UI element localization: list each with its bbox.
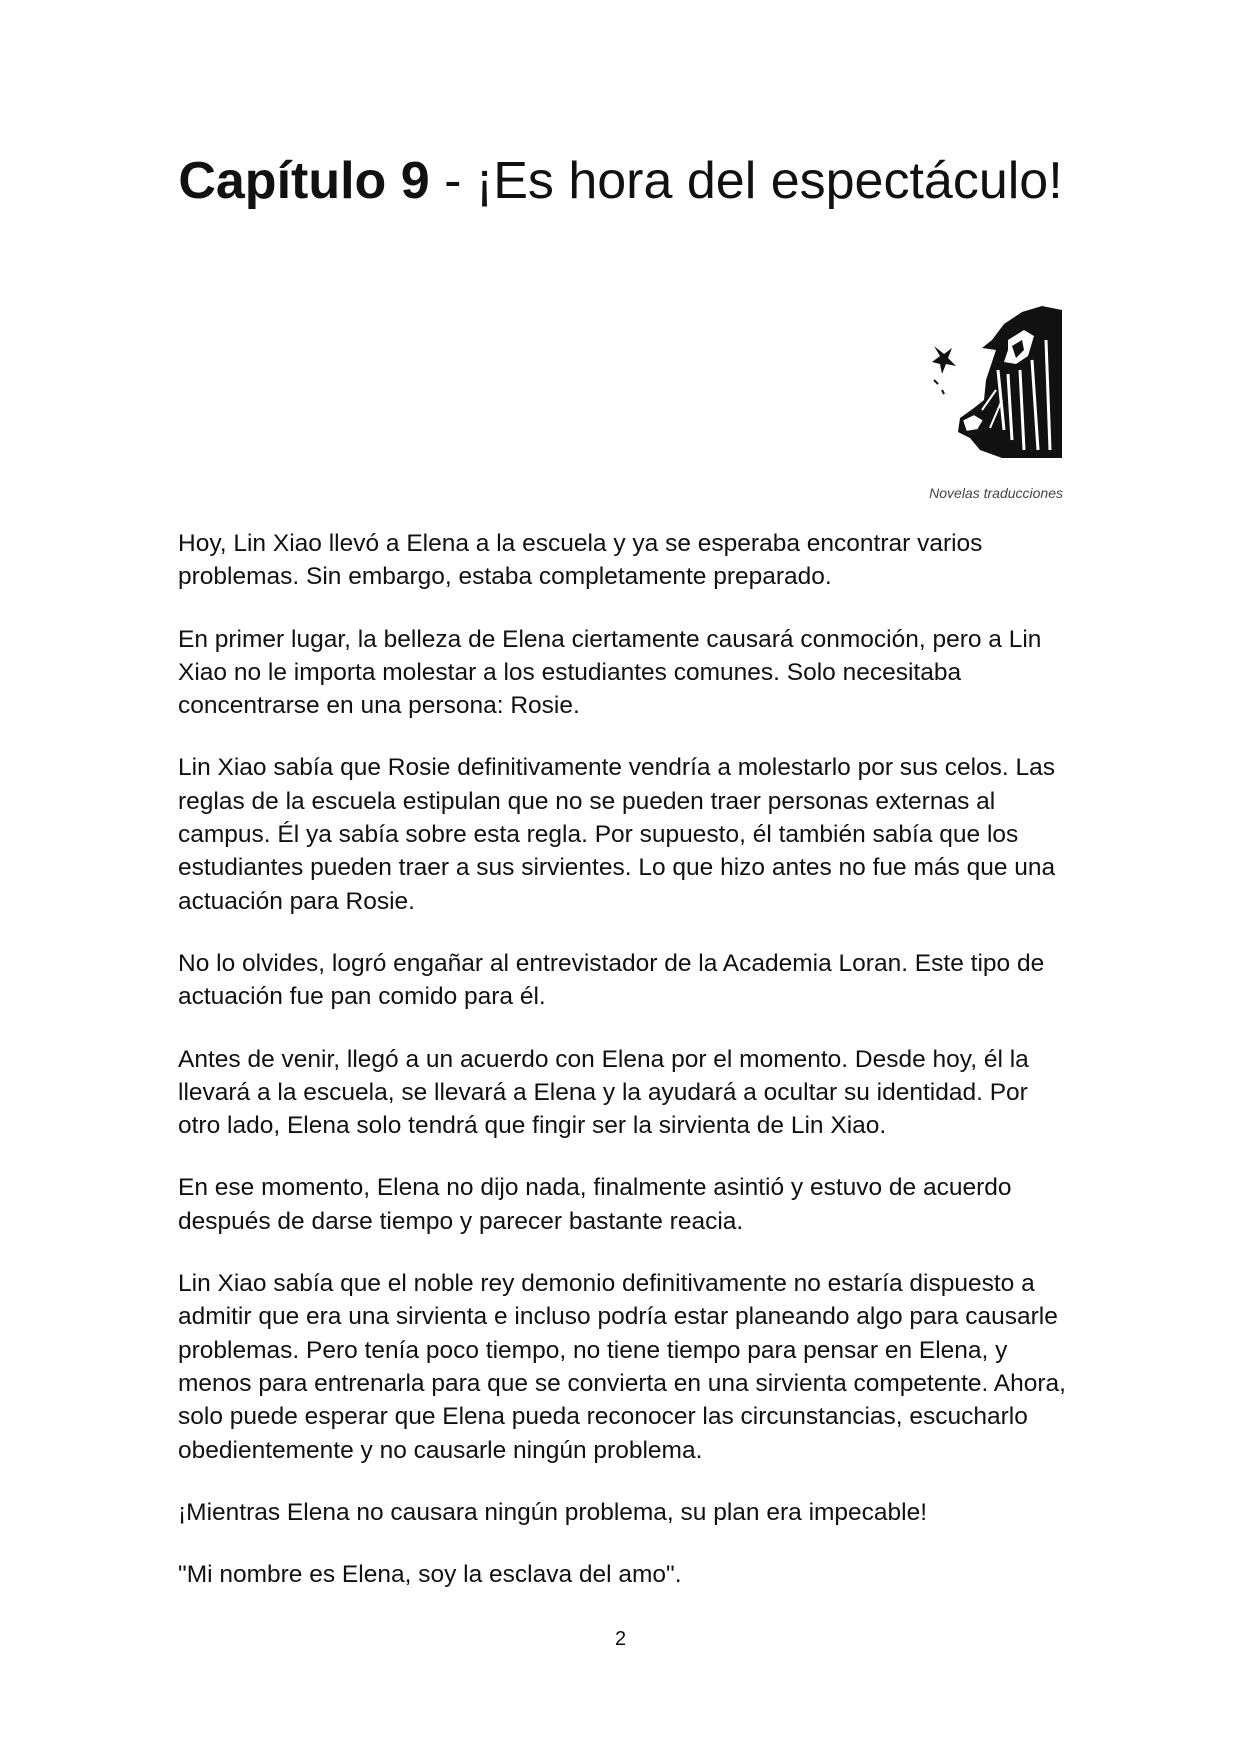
paragraph: Lin Xiao sabía que Rosie definitivamente vendría a molestarlo por sus celos. Las reglas de la escuela estipulan que no se pueden traer personas externas al campus. Él ya sabía sobre esta regla. Por supuesto, él también sabía que los estudiantes pueden traer a sus sirvientes. Lo que hizo antes no fue más que una actuación para Rosie. (178, 754, 1056, 915)
chapter-subtitle: - ¡Es hora del espectáculo! (429, 152, 1063, 210)
hooded-figure-with-bird-icon (912, 300, 1062, 460)
paragraph: ¡Mientras Elena no causara ningún problema, su plan era impecable! (178, 1498, 928, 1526)
paragraph: "Mi nombre es Elena, soy la esclava del amo". (178, 1561, 682, 1589)
paragraph: Hoy, Lin Xiao llevó a Elena a la escuela y ya se esperaba encontrar varios problemas. Sin embargo, estaba completamente preparado. (178, 530, 983, 591)
page-number: 2 (614, 1628, 627, 1650)
chapter-body (178, 527, 1068, 1620)
image-caption: Novelas traducciones (929, 485, 1063, 501)
chapter-number: Capítulo 9 (178, 152, 430, 210)
chapter-title (0, 148, 1241, 214)
paragraph: No lo olvides, logró engañar al entrevistador de la Academia Loran. Este tipo de actuación fue pan comido para él. (178, 949, 1045, 1011)
paragraph: En primer lugar, la belleza de Elena ciertamente causará conmoción, pero a Lin Xiao no le importa molestar a los estudiantes comunes. Solo necesitaba concentrarse en una persona: Rosie. (178, 625, 1042, 720)
paragraph: En ese momento, Elena no dijo nada, finalmente asintió y estuvo de acuerdo después de darse tiempo y parecer bastante reacia. (178, 1174, 1012, 1235)
paragraph: Antes de venir, llegó a un acuerdo con Elena por el momento. Desde hoy, él la llevará a la escuela, se llevará a Elena y la ayudará a ocultar su identidad. Por otro lado, Elena solo tendrá que fingir ser la sirvienta de Lin Xiao. (178, 1045, 1029, 1140)
paragraph: Lin Xiao sabía que el noble rey demonio definitivamente no estaría dispuesto a admitir que era una sirvienta e incluso podría estar planeando algo para causarle problemas. Pero tenía poco tiempo, no tiene tiempo para pensar en Elena, y menos para entrenarla para que se convierta en una sirvienta competente. Ahora, solo puede esperar que Elena pueda reconocer las circunstancias, escucharlo obedientemente y no causarle ningún problema. (178, 1270, 1066, 1464)
